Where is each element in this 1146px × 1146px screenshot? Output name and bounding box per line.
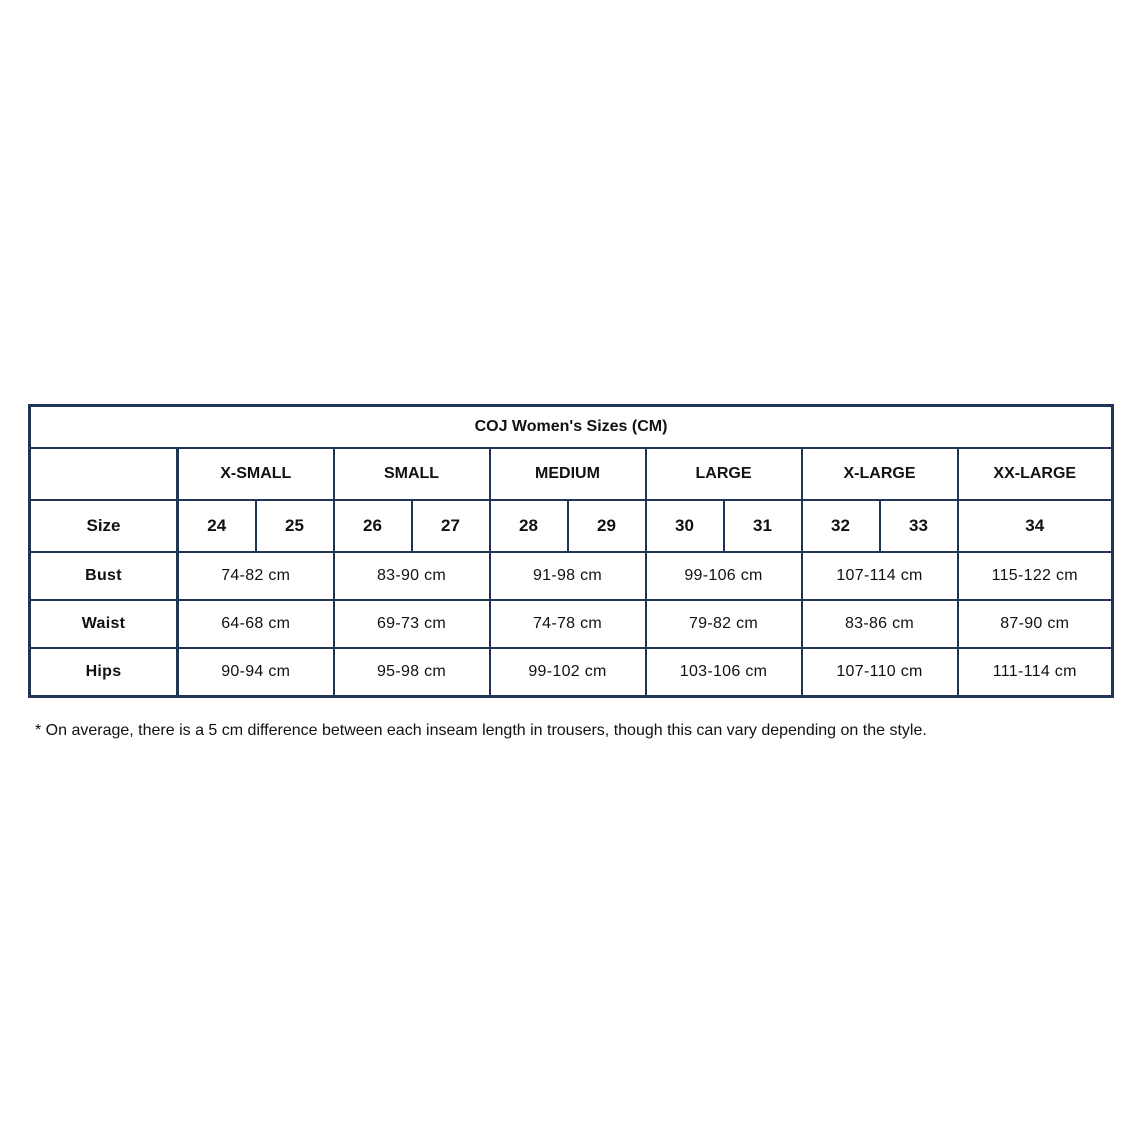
measurement-cell: 83-90 cm (334, 552, 490, 600)
measurement-cell: 90-94 cm (178, 648, 334, 697)
measurement-cell: 64-68 cm (178, 600, 334, 648)
size-number-cell: 28 (490, 500, 568, 552)
size-group-row (30, 448, 1113, 500)
group-header: XX-LARGE (958, 448, 1113, 500)
size-number-cell: 29 (568, 500, 646, 552)
waist-row (30, 600, 1113, 648)
size-number-cell: 31 (724, 500, 802, 552)
hips-row (30, 648, 1113, 697)
row-label: Bust (30, 552, 178, 600)
size-number-row (30, 500, 1113, 552)
measurement-cell: 103-106 cm (646, 648, 802, 697)
measurement-cell: 69-73 cm (334, 600, 490, 648)
size-number-cell: 34 (958, 500, 1113, 552)
size-number-cell: 26 (334, 500, 412, 552)
measurement-cell: 83-86 cm (802, 600, 958, 648)
measurement-cell: 79-82 cm (646, 600, 802, 648)
measurement-cell: 74-82 cm (178, 552, 334, 600)
measurement-cell: 87-90 cm (958, 600, 1113, 648)
size-number-cell: 30 (646, 500, 724, 552)
measurement-cell: 107-114 cm (802, 552, 958, 600)
measurement-cell: 115-122 cm (958, 552, 1113, 600)
inseam-footnote: * On average, there is a 5 cm difference between each inseam length in trousers, though this can vary depending on the style. (35, 722, 927, 739)
group-header: X-LARGE (802, 448, 958, 500)
title-row (30, 406, 1113, 449)
bust-row (30, 552, 1113, 600)
group-header: X-SMALL (178, 448, 334, 500)
measurement-cell: 74-78 cm (490, 600, 646, 648)
group-header: SMALL (334, 448, 490, 500)
blank-header-cell (30, 448, 178, 500)
size-number-cell: 32 (802, 500, 880, 552)
size-number-cell: 24 (178, 500, 256, 552)
row-label: Size (30, 500, 178, 552)
group-header: LARGE (646, 448, 802, 500)
row-label: Hips (30, 648, 178, 697)
size-number-cell: 33 (880, 500, 958, 552)
size-number-cell: 25 (256, 500, 334, 552)
measurement-cell: 95-98 cm (334, 648, 490, 697)
size-chart-table (28, 404, 1114, 698)
group-header: MEDIUM (490, 448, 646, 500)
size-number-cell: 27 (412, 500, 490, 552)
measurement-cell: 99-102 cm (490, 648, 646, 697)
row-label: Waist (30, 600, 178, 648)
measurement-cell: 91-98 cm (490, 552, 646, 600)
table-title: COJ Women's Sizes (CM) (30, 406, 1113, 449)
measurement-cell: 99-106 cm (646, 552, 802, 600)
measurement-cell: 111-114 cm (958, 648, 1113, 697)
measurement-cell: 107-110 cm (802, 648, 958, 697)
